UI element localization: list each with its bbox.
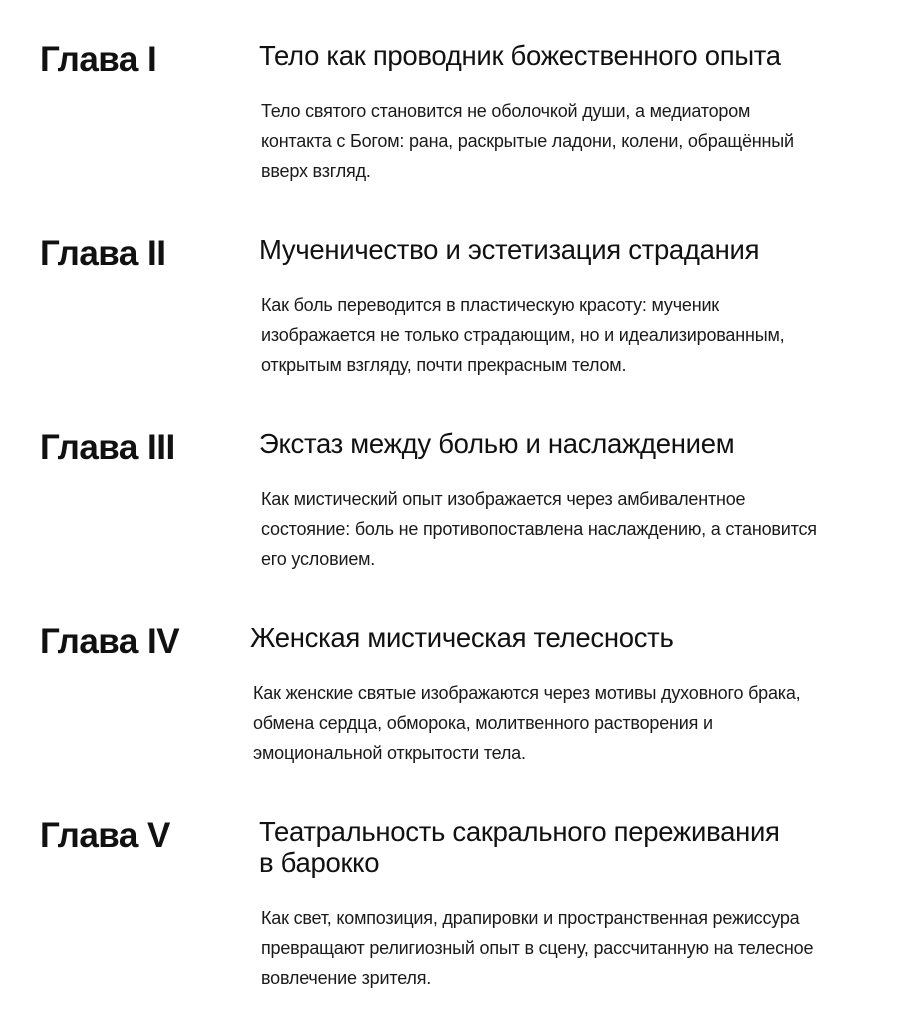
chapter-title — [259, 428, 734, 459]
description-line: вовлечение зрителя. — [261, 968, 432, 988]
chapter-title-line: в барокко — [259, 847, 380, 878]
chapter-label: Глава II — [40, 234, 166, 273]
chapter-description — [261, 290, 784, 380]
chapter-title-line: Мученичество и эстетизация страдания — [259, 234, 760, 265]
description-line: Как мистический опыт изображается через амбивалентное — [261, 489, 746, 509]
description-line: контакта с Богом: рана, раскрытые ладони, колени, обращённый — [261, 131, 794, 151]
chapter-label: Глава III — [40, 428, 175, 467]
chapter-description — [261, 96, 794, 186]
description-line: Как женские святые изображаются через мотивы духовного брака, — [253, 683, 801, 703]
chapter-label: Глава V — [40, 816, 170, 855]
description-line: Как свет, композиция, драпировки и пространственная режиссура — [261, 908, 800, 928]
chapter-title-line: Экстаз между болью и наслаждением — [259, 428, 735, 459]
chapter-title — [259, 816, 780, 878]
description-line: его условием. — [261, 549, 376, 569]
description-line: вверх взгляд. — [261, 161, 371, 181]
description-line: эмоциональной открытости тела. — [253, 743, 526, 763]
description-line: обмена сердца, обморока, молитвенного растворения и — [253, 713, 713, 733]
chapter-label: Глава I — [40, 40, 157, 79]
description-line: Тело святого становится не оболочкой души, а медиатором — [261, 101, 751, 121]
chapter-title-line: Театральность сакрального переживания — [259, 816, 780, 847]
chapter-description — [261, 903, 813, 993]
description-line: изображается не только страдающим, но и идеализированным, — [261, 325, 785, 345]
chapter-title-line: Тело как проводник божественного опыта — [259, 40, 781, 71]
chapter-title — [259, 40, 781, 71]
description-line: состояние: боль не противопоставлена наслаждению, а становится — [261, 519, 817, 539]
chapter-title-line: Женская мистическая телесность — [250, 622, 674, 653]
chapter-title — [250, 622, 673, 653]
chapter-description — [253, 678, 800, 768]
chapter-description — [261, 484, 817, 574]
description-line: Как боль переводится в пластическую красоту: мученик — [261, 295, 719, 315]
description-line: открытым взгляду, почти прекрасным телом. — [261, 355, 627, 375]
description-line: превращают религиозный опыт в сцену, рассчитанную на телесное — [261, 938, 814, 958]
chapter-title — [259, 234, 759, 265]
chapter-label: Глава IV — [40, 622, 180, 661]
